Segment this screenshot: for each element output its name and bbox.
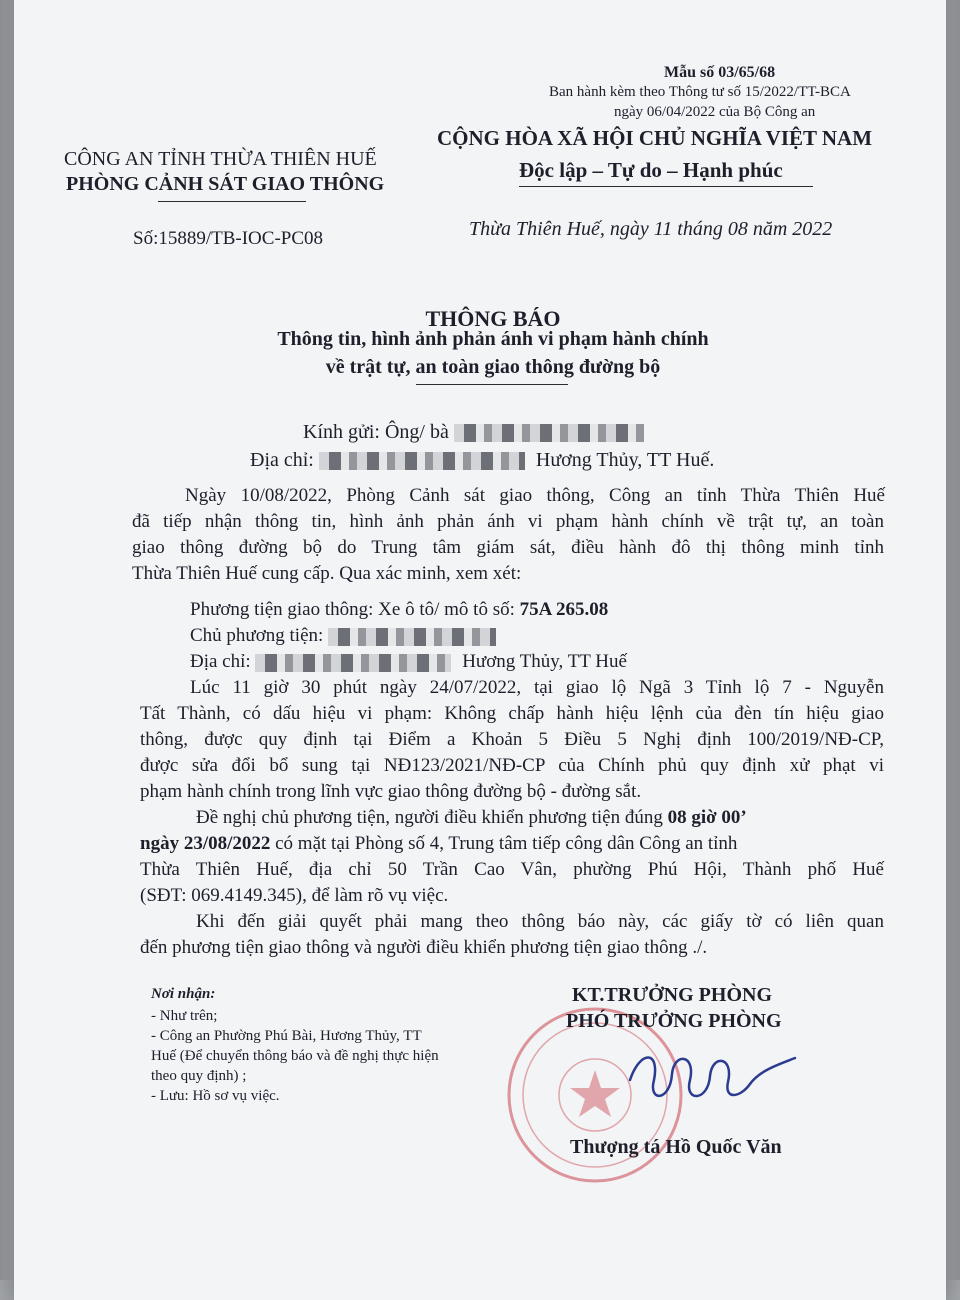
body-p1-line: Thừa Thiên Huế cung cấp. Qua xác minh, xem xét: bbox=[132, 563, 522, 584]
body-p3-line bbox=[140, 832, 737, 856]
body-p2-line: Tất Thành, có dấu hiệu vi phạm: Không chấp hành hiệu lệnh của đèn tín hiệu giao bbox=[140, 703, 884, 724]
divider-right bbox=[519, 186, 813, 187]
body-p4-line: Khi đến giải quyết phải mang theo thông báo này, các giấy tờ có liên quan bbox=[196, 911, 884, 932]
owner-label: Chủ phương tiện: bbox=[190, 625, 324, 646]
body-p3-line: Thừa Thiên Huế, địa chỉ 50 Trần Cao Vân, phường Phú Hội, Thành phố Huế bbox=[140, 859, 884, 880]
body-p2-line: phạm hành chính trong lĩnh vực giao thông đường bộ - đường sắt. bbox=[140, 781, 642, 802]
recipient-address-label: Địa chỉ: bbox=[250, 449, 314, 471]
body-p1-line: Ngày 10/08/2022, Phòng Cảnh sát giao thông, Công an tỉnh Thừa Thiên Huế bbox=[185, 485, 885, 506]
redacted-owner-address bbox=[255, 654, 451, 672]
vehicle-line bbox=[190, 598, 608, 622]
notice-subtitle-2: về trật tự, an toàn giao thông đường bộ bbox=[325, 356, 661, 378]
body-p4-line: đến phương tiện giao thông và người điều khiển phương tiện giao thông ./. bbox=[140, 937, 708, 958]
redacted-name bbox=[454, 424, 644, 442]
recipients-label: Nơi nhận: bbox=[151, 986, 216, 1002]
place-date: Thừa Thiên Huế, ngày 11 tháng 08 năm 2022 bbox=[469, 218, 833, 240]
national-motto: Độc lập – Tự do – Hạnh phúc bbox=[519, 158, 783, 182]
form-code: Mẫu số 03/65/68 bbox=[664, 64, 776, 81]
redacted-owner bbox=[328, 628, 496, 646]
body-p2-line: thông, được quy định tại Điểm a Khoản 5 Điều 5 Nghị định 100/2019/NĐ-CP, bbox=[140, 729, 884, 750]
signature-title-1: KT.TRƯỞNG PHÒNG bbox=[572, 984, 772, 1006]
body-p1-line: giao thông đường bộ do Trung tâm giám sát, điều hành đô thị thông minh tỉnh bbox=[132, 537, 884, 558]
p3-text-b: có mặt tại Phòng số 4, Trung tâm tiếp công dân Công an tỉnh bbox=[275, 833, 738, 854]
license-plate: 75A 265.08 bbox=[519, 599, 609, 620]
signer-name: Thượng tá Hồ Quốc Văn bbox=[570, 1136, 782, 1158]
recipient-item: - Công an Phường Phú Bài, Hương Thủy, TT bbox=[151, 1028, 422, 1044]
divider-left bbox=[158, 201, 306, 202]
handwritten-signature bbox=[620, 1040, 800, 1110]
recipient-address-line bbox=[250, 448, 714, 472]
agency-name: CÔNG AN TỈNH THỪA THIÊN HUẾ bbox=[64, 148, 377, 170]
recipient-line bbox=[303, 420, 644, 444]
owner-address-label: Địa chỉ: bbox=[190, 651, 251, 672]
document-number: Số:15889/TB-IOC-PC08 bbox=[133, 228, 324, 249]
body-p1-line: đã tiếp nhận thông tin, hình ảnh phản ánh vi phạm hành chính về trật tự, an toàn bbox=[132, 511, 884, 532]
body-p2-line: được sửa đổi bổ sung tại NĐ123/2021/NĐ-CP của Chính phủ quy định xử phạt vi bbox=[140, 755, 884, 776]
signature-title-2: PHÓ TRƯỞNG PHÒNG bbox=[566, 1010, 782, 1032]
body-p3-line: (SĐT: 069.4149.345), để làm rõ vụ việc. bbox=[140, 885, 449, 906]
department-name: PHÒNG CẢNH SÁT GIAO THÔNG bbox=[66, 173, 385, 195]
appointment-date: ngày 23/08/2022 bbox=[140, 833, 271, 854]
redacted-address bbox=[319, 452, 525, 470]
appointment-time: 08 giờ 00’ bbox=[667, 807, 747, 828]
body-p3-line bbox=[196, 806, 747, 830]
title-underline bbox=[416, 384, 568, 385]
recipient-item: theo quy định) ; bbox=[151, 1068, 247, 1084]
notice-title: THÔNG BÁO bbox=[425, 306, 561, 331]
form-issued-date: ngày 06/04/2022 của Bộ Công an bbox=[614, 104, 816, 120]
owner-address-tail: Hương Thủy, TT Huế bbox=[462, 651, 627, 672]
recipient-item: - Lưu: Hồ sơ vụ việc. bbox=[151, 1088, 280, 1104]
notice-subtitle-1: Thông tin, hình ảnh phản ánh vi phạm hành chính bbox=[277, 328, 709, 350]
country-name: CỘNG HÒA XÃ HỘI CHỦ NGHĨA VIỆT NAM bbox=[437, 126, 873, 150]
form-issued-with: Ban hành kèm theo Thông tư số 15/2022/TT-BCA bbox=[549, 84, 851, 100]
body-p2-line: Lúc 11 giờ 30 phút ngày 24/07/2022, tại giao lộ Ngã 3 Tỉnh lộ 7 - Nguyễn bbox=[190, 677, 884, 698]
p3-text-a: Đề nghị chủ phương tiện, người điều khiển phương tiện đúng bbox=[196, 807, 663, 828]
recipient-address-tail: Hương Thủy, TT Huế. bbox=[535, 449, 715, 471]
vehicle-label: Phương tiện giao thông: Xe ô tô/ mô tô số: bbox=[190, 599, 515, 620]
recipient-item: - Như trên; bbox=[151, 1008, 218, 1024]
recipient-item: Huế (Để chuyển thông báo và đề nghị thực hiện bbox=[151, 1048, 439, 1064]
owner-line bbox=[190, 624, 496, 648]
recipient-label: Kính gửi: Ông/ bà bbox=[303, 421, 449, 443]
owner-address-line bbox=[190, 650, 627, 674]
